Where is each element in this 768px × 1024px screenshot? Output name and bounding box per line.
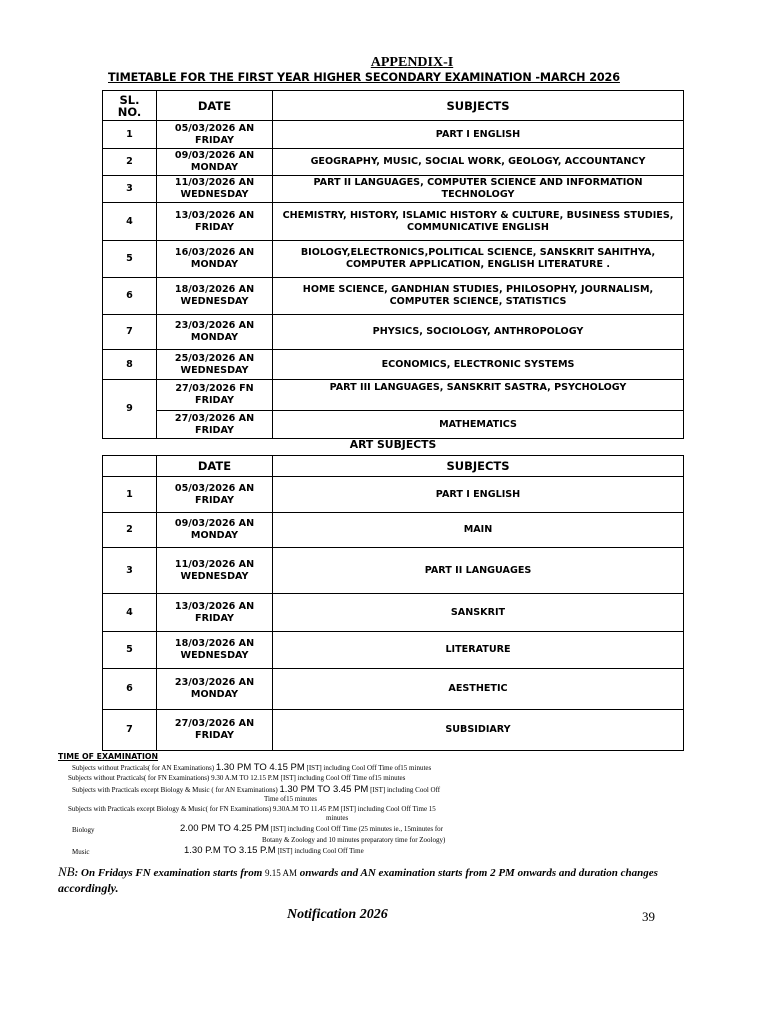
row-sl: 1 bbox=[103, 121, 157, 149]
table-row bbox=[103, 710, 684, 751]
row-sl: 4 bbox=[103, 203, 157, 241]
row-sl: 7 bbox=[103, 710, 157, 751]
exam-time-note: [IST] including Cool Off Time of15 minutes bbox=[306, 764, 432, 772]
table-row bbox=[103, 380, 684, 411]
exam-time-value: 1.30 PM TO 3.45 PM bbox=[279, 784, 369, 795]
row-subjects: AESTHETIC bbox=[273, 669, 684, 710]
exam-time-note-cont: Botany & Zoology and 10 minutes preparatory time for Zoology) bbox=[262, 836, 446, 844]
exam-time-line bbox=[180, 824, 443, 834]
nb-note bbox=[58, 864, 698, 897]
row-date: 11/03/2026 AN WEDNESDAY bbox=[157, 176, 273, 203]
table-row bbox=[103, 513, 684, 548]
row-subjects: HOME SCIENCE, GANDHIAN STUDIES, PHILOSOPHY, JOURNALISM, COMPUTER SCIENCE, STATISTICS bbox=[273, 278, 684, 315]
nb-text: : On Fridays FN examination starts from bbox=[74, 867, 266, 879]
exam-time-line bbox=[72, 848, 90, 857]
nb-time: 9.15 AM bbox=[265, 868, 298, 878]
exam-time-note-cont: Time of15 minutes bbox=[264, 795, 318, 803]
row-date: 11/03/2026 AN WEDNESDAY bbox=[157, 548, 273, 594]
row-sl: 2 bbox=[103, 149, 157, 176]
exam-time-line bbox=[68, 774, 405, 783]
exam-time-line bbox=[68, 805, 436, 814]
row-sl: 3 bbox=[103, 548, 157, 594]
row-subjects: PART II LANGUAGES bbox=[273, 548, 684, 594]
row-subjects: GEOGRAPHY, MUSIC, SOCIAL WORK, GEOLOGY, ACCOUNTANCY bbox=[273, 149, 684, 176]
row-date: 25/03/2026 AN WEDNESDAY bbox=[157, 350, 273, 380]
row-date: 18/03/2026 AN WEDNESDAY bbox=[157, 278, 273, 315]
table-row bbox=[103, 149, 684, 176]
row-date: 27/03/2026 AN FRIDAY bbox=[157, 710, 273, 751]
table-row bbox=[103, 548, 684, 594]
art-subjects-caption: ART SUBJECTS bbox=[349, 438, 437, 451]
table-header-row bbox=[103, 456, 684, 477]
exam-time-line bbox=[72, 826, 95, 835]
row-date: 05/03/2026 AN FRIDAY bbox=[157, 121, 273, 149]
row-subjects: PART III LANGUAGES, SANSKRIT SASTRA, PSYCHOLOGY bbox=[273, 380, 684, 411]
exam-time-label: Subjects with Practicals except Biology & Music ( for AN Examinations) bbox=[72, 786, 278, 794]
exam-time-line bbox=[72, 763, 431, 773]
nb-text: accordingly. bbox=[58, 881, 119, 895]
appendix-heading: APPENDIX-I bbox=[370, 55, 454, 70]
footer-notification: Notification 2026 bbox=[287, 907, 388, 922]
art-timetable bbox=[102, 455, 684, 751]
exam-time-label: Subjects without Practicals( for FN Examinations) 9.30 A.M TO 12.15 P.M [IST] including Cool Off Time of15 minutes bbox=[68, 774, 406, 782]
table-row bbox=[103, 477, 684, 513]
row-sl: 2 bbox=[103, 513, 157, 548]
row-sl: 6 bbox=[103, 669, 157, 710]
exam-time-line bbox=[184, 846, 364, 856]
row-date: 23/03/2026 AN MONDAY bbox=[157, 315, 273, 350]
row-date: 09/03/2026 AN MONDAY bbox=[157, 149, 273, 176]
row-subjects: SUBSIDIARY bbox=[273, 710, 684, 751]
nb-text: onwards and AN examination starts from 2 PM onwards and duration changes bbox=[297, 867, 658, 879]
exam-time-note: [IST] including Cool Off bbox=[370, 786, 441, 794]
main-timetable bbox=[102, 90, 684, 439]
row-subjects: ECONOMICS, ELECTRONIC SYSTEMS bbox=[273, 350, 684, 380]
row-sl: 6 bbox=[103, 278, 157, 315]
exam-time-value: 1.30 P.M TO 3.15 P.M bbox=[184, 845, 276, 856]
row-subjects: CHEMISTRY, HISTORY, ISLAMIC HISTORY & CULTURE, BUSINESS STUDIES, COMMUNICATIVE ENGLISH bbox=[273, 203, 684, 241]
row-subjects: MAIN bbox=[273, 513, 684, 548]
header-sl-no: SL. NO. bbox=[103, 91, 157, 121]
row-date: 18/03/2026 AN WEDNESDAY bbox=[157, 632, 273, 669]
exam-time-note: [IST] including Cool Off Time (25 minutes ie., 15minutes for bbox=[270, 825, 443, 833]
row-sl: 3 bbox=[103, 176, 157, 203]
header-sl-no bbox=[103, 456, 157, 477]
nb-tag: NB bbox=[58, 864, 75, 879]
row-date: 16/03/2026 AN MONDAY bbox=[157, 241, 273, 278]
row-subjects: PART I ENGLISH bbox=[273, 121, 684, 149]
time-of-examination-heading: TIME OF EXAMINATION bbox=[58, 752, 159, 761]
row-sl: 7 bbox=[103, 315, 157, 350]
header-date: DATE bbox=[157, 91, 273, 121]
exam-time-value: 1.30 PM TO 4.15 PM bbox=[215, 762, 305, 773]
table-row bbox=[103, 669, 684, 710]
row-sl: 4 bbox=[103, 594, 157, 632]
table-row bbox=[103, 594, 684, 632]
document-title: TIMETABLE FOR THE FIRST YEAR HIGHER SECONDARY EXAMINATION -MARCH 2026 bbox=[108, 71, 620, 84]
table-row bbox=[103, 278, 684, 315]
exam-time-label: Subjects with Practicals except Biology & Music( for FN Examinations) 9.30A.M TO 11.45 P.M [IST] including Cool Off Time 15 bbox=[68, 805, 436, 813]
table-row bbox=[103, 411, 684, 439]
row-date: 27/03/2026 FN FRIDAY bbox=[157, 380, 273, 411]
row-subjects: BIOLOGY,ELECTRONICS,POLITICAL SCIENCE, SANSKRIT SAHITHYA, COMPUTER APPLICATION, ENGLISH LITERATURE . bbox=[273, 241, 684, 278]
exam-time-note: [IST] including Cool Off Time bbox=[277, 847, 364, 855]
row-sl: 5 bbox=[103, 632, 157, 669]
row-subjects: SANSKRIT bbox=[273, 594, 684, 632]
exam-time-label: Music bbox=[72, 848, 90, 856]
row-date: 13/03/2026 AN FRIDAY bbox=[157, 594, 273, 632]
row-sl: 1 bbox=[103, 477, 157, 513]
table-row bbox=[103, 176, 684, 203]
exam-time-value: 2.00 PM TO 4.25 PM bbox=[180, 823, 269, 834]
table-row bbox=[103, 241, 684, 278]
table-row bbox=[103, 121, 684, 149]
row-subjects: PHYSICS, SOCIOLOGY, ANTHROPOLOGY bbox=[273, 315, 684, 350]
table-header-row bbox=[103, 91, 684, 121]
header-subjects: SUBJECTS bbox=[273, 456, 684, 477]
row-sl: 9 bbox=[103, 380, 157, 439]
row-date: 05/03/2026 AN FRIDAY bbox=[157, 477, 273, 513]
table-row bbox=[103, 203, 684, 241]
row-subjects: PART II LANGUAGES, COMPUTER SCIENCE AND INFORMATION TECHNOLOGY bbox=[273, 176, 684, 203]
exam-time-label: Biology bbox=[72, 826, 95, 834]
row-sl: 5 bbox=[103, 241, 157, 278]
table-row bbox=[103, 632, 684, 669]
row-subjects: LITERATURE bbox=[273, 632, 684, 669]
row-subjects: MATHEMATICS bbox=[273, 411, 684, 439]
exam-time-note-cont: minutes bbox=[326, 814, 349, 822]
header-date: DATE bbox=[157, 456, 273, 477]
exam-time-line bbox=[72, 785, 440, 795]
table-row bbox=[103, 315, 684, 350]
row-subjects: PART I ENGLISH bbox=[273, 477, 684, 513]
row-date: 23/03/2026 AN MONDAY bbox=[157, 669, 273, 710]
header-subjects: SUBJECTS bbox=[273, 91, 684, 121]
row-sl: 8 bbox=[103, 350, 157, 380]
row-date: 09/03/2026 AN MONDAY bbox=[157, 513, 273, 548]
page-number: 39 bbox=[642, 909, 655, 924]
row-date: 13/03/2026 AN FRIDAY bbox=[157, 203, 273, 241]
exam-time-label: Subjects without Practicals( for AN Examinations) bbox=[72, 764, 215, 772]
row-date: 27/03/2026 AN FRIDAY bbox=[157, 411, 273, 439]
table-row bbox=[103, 350, 684, 380]
